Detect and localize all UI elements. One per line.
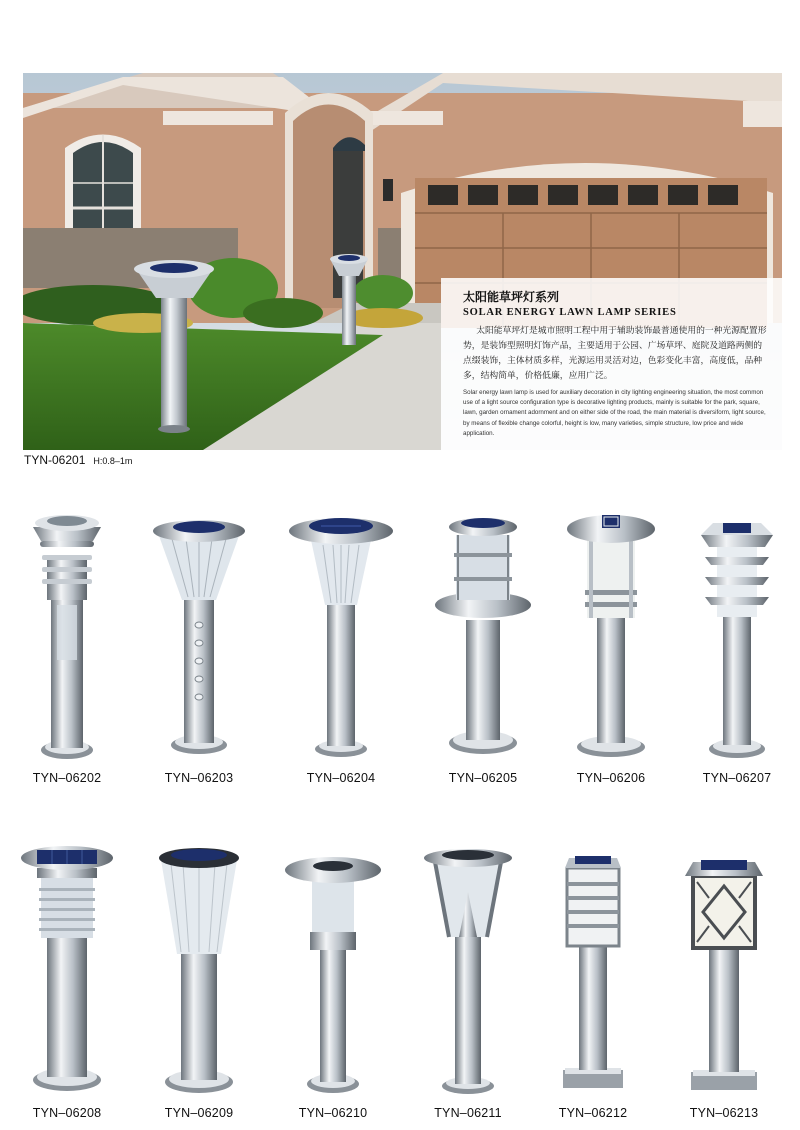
- hero-caption: [24, 453, 132, 467]
- lamp-pagoda-icon: [687, 505, 787, 767]
- product-model-label: TYN–06202: [32, 771, 102, 785]
- product-model-label: TYN–06211: [434, 1106, 502, 1120]
- product-card: [2, 842, 132, 1120]
- product-card: [659, 842, 789, 1120]
- product-model-label: TYN–06212: [558, 1106, 628, 1120]
- lamp-flared-glass-icon: [149, 842, 249, 1102]
- product-card: [276, 505, 406, 785]
- series-title-english: SOLAR ENERGY LAWN LAMP SERIES: [463, 307, 677, 318]
- product-model-label: TYN–06209: [164, 1106, 234, 1120]
- series-description-chinese: 太阳能草坪灯是城市照明工程中用于辅助装饰最普通使用的一种光源配置形势，是装饰型照明灯饰产品，主要适用于公园、广场草坪、庭院及道路两侧的点缀装饰，主体材质多样，光源运用灵活对边，色彩变化丰富，高度低，品种多，结构简单，价格低廉，应用广泛。: [463, 326, 767, 381]
- product-model-label: TYN–06203: [164, 771, 234, 785]
- lamp-ribbed-cylinder-icon: [17, 842, 117, 1102]
- product-card: [2, 505, 132, 785]
- product-card: [546, 505, 676, 785]
- product-model-label: TYN–06205: [448, 771, 518, 785]
- product-model-label: TYN–06204: [306, 771, 376, 785]
- series-description-english: Solar energy lawn lamp is used for auxiliary decoration in city lighting engineering situation, the most common use of a light source configuration type is decorative lighting products, mainly is suitable for the park, square, lawn, garden ornament adornment and on either side of the road, the main material is diversiform, light source, by means of flexible change colorful, height is low, many varieties, simple structure, low price and wide application.: [463, 389, 766, 437]
- lamp-cap-cylinder-icon: [278, 842, 388, 1102]
- lamp-open-frame-icon: [413, 842, 523, 1102]
- product-card: [672, 505, 800, 785]
- series-title-chinese: 太阳能草坪灯系列: [463, 290, 560, 304]
- lamp-square-louver-icon: [543, 842, 643, 1102]
- lamp-dome-panel-icon: [281, 505, 401, 767]
- product-model-label: TYN–06207: [702, 771, 772, 785]
- product-card: [268, 842, 398, 1120]
- lamp-funnel-perforated-icon: [144, 505, 254, 767]
- lamp-lantern-skirt-icon: [428, 505, 538, 767]
- product-card: [528, 842, 658, 1120]
- hero-description-panel: [441, 278, 782, 450]
- hero-height-spec: H:0.8–1m: [93, 456, 133, 466]
- lamp-mushroom-cap-icon: [561, 505, 661, 767]
- product-card: [403, 842, 533, 1120]
- product-model-label: TYN–06206: [576, 771, 646, 785]
- lamp-square-diamond-icon: [669, 842, 779, 1102]
- product-card: [134, 842, 264, 1120]
- product-card: [134, 505, 264, 785]
- product-model-label: TYN–06208: [32, 1106, 102, 1120]
- product-card: [418, 505, 548, 785]
- product-model-label: TYN–06213: [689, 1106, 759, 1120]
- hero-photo: [23, 73, 782, 450]
- hero-model-number: TYN-06201: [24, 453, 86, 467]
- product-model-label: TYN–06210: [298, 1106, 368, 1120]
- lamp-ribbed-head-icon: [27, 505, 107, 767]
